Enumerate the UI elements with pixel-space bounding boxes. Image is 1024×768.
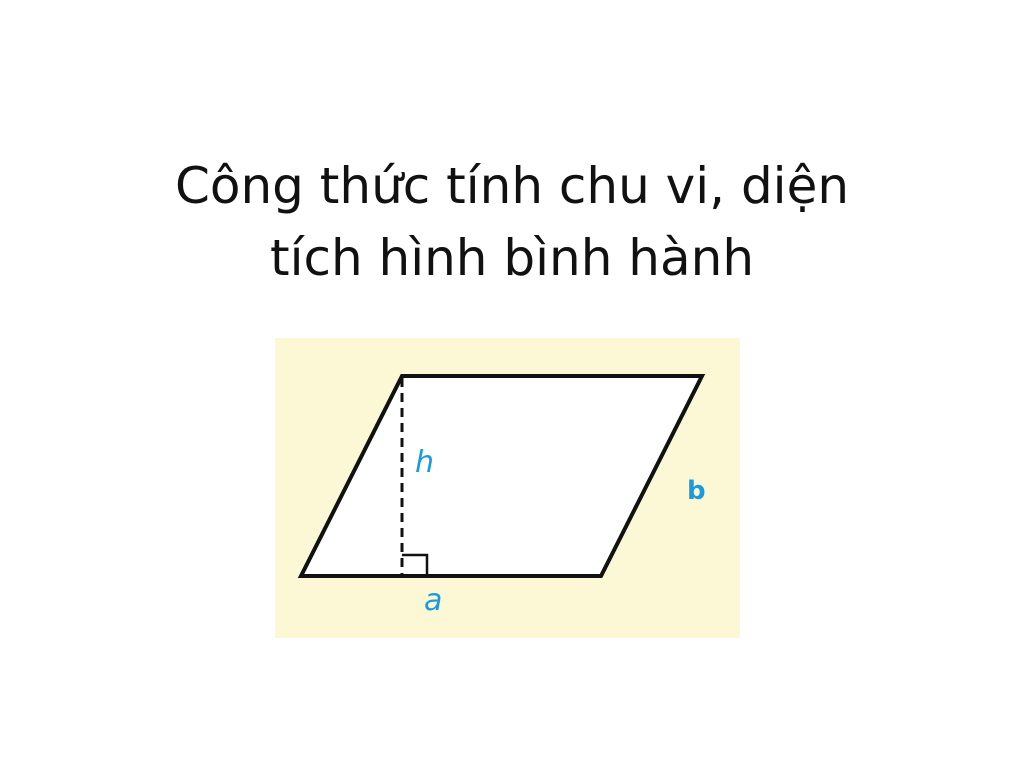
title-line-2: tích hình bình hành	[269, 229, 755, 287]
page-title	[0, 150, 1024, 294]
side-label: b	[687, 476, 706, 506]
parallelogram-diagram	[275, 338, 740, 638]
title-line-1: Công thức tính chu vi, diện	[174, 157, 850, 215]
height-label: h	[415, 445, 435, 480]
parallelogram-figure	[275, 338, 740, 638]
base-label: a	[424, 583, 443, 618]
